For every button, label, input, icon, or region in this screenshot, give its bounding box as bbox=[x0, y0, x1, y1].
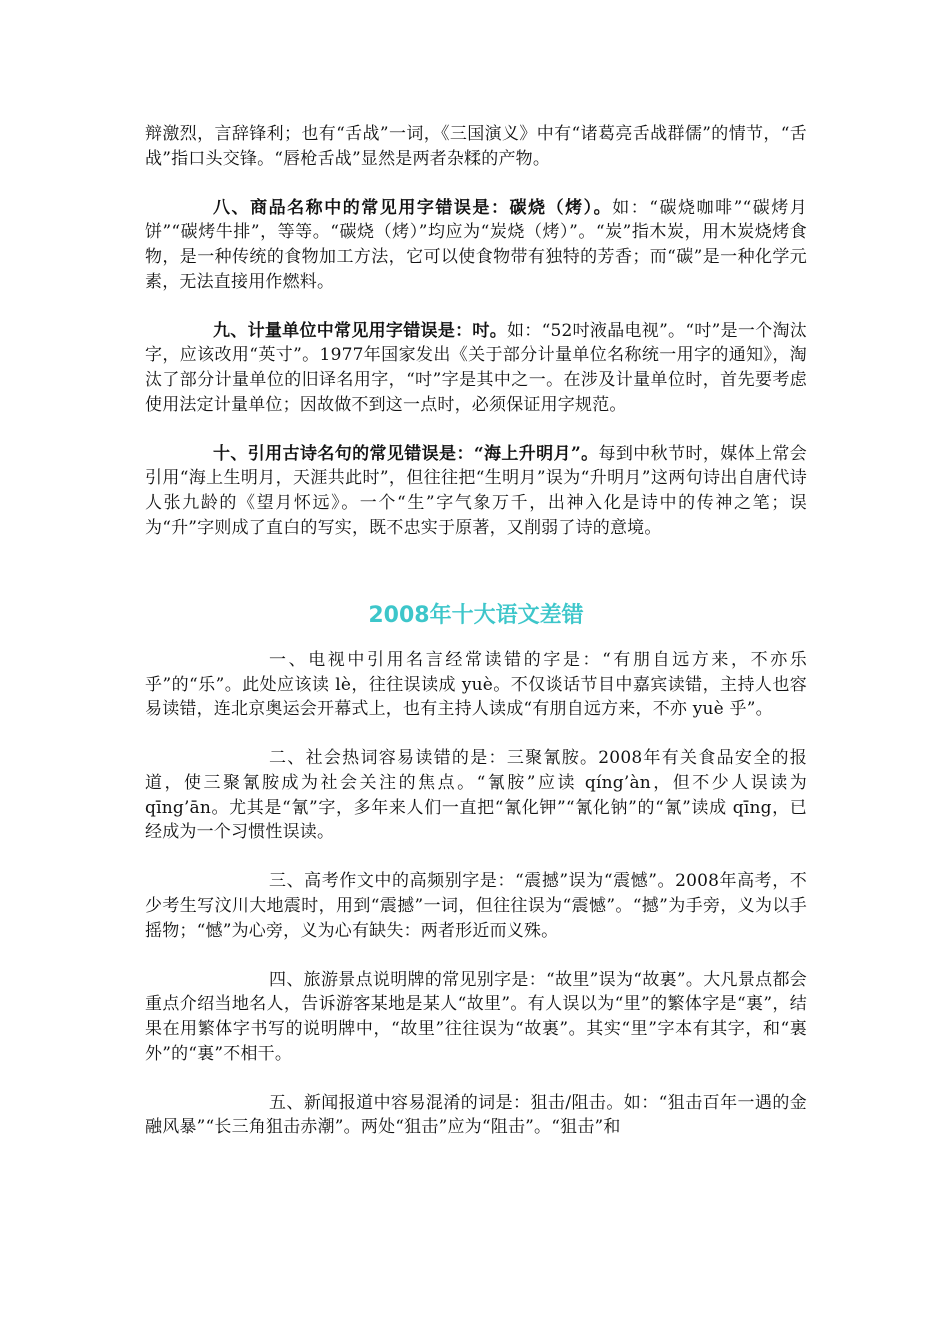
item-10-heading: 十、引用古诗名句的常见错误是：“海上升明月”。 bbox=[213, 443, 599, 464]
item-8-heading: 八、商品名称中的常见用字错误是：碳烧（烤）。 bbox=[213, 197, 613, 218]
item-10-body: 每到中秋节时，媒体上常会引用“海上生明月，天涯共此时”，但往往把“生明月”误为“升明月”这两句诗出自唐代诗人张九龄的《望月怀远》。一个“生”字气象万千，出神入化是诗中的传神之笔；误为“升”字则成了直白的写实，既不忠实于原著，又削弱了诗的意境。 bbox=[145, 443, 807, 538]
paragraph-2008-item-5: 五、新闻报道中容易混淆的词是：狙击/阻击。如：“狙击百年一遇的金融风暴”“长三角狙击赤潮”。两处“狙击”应为“阻击”。“狙击”和 bbox=[145, 1092, 807, 1138]
paragraph-continued: 辩激烈，言辞锋利；也有“舌战”一词，《三国演义》中有“诸葛亮舌战群儒”的情节，“舌战”指口头交锋。“唇枪舌战”显然是两者杂糅的产物。 bbox=[145, 124, 807, 169]
item-9-body: 如：“52吋液晶电视”。“吋”是一个淘汰字，应该改用“英寸”。1977年国家发出《关于部分计量单位名称统一用字的通知》，淘汰了部分计量单位的旧译名用字，“吋”字是其中之一。在涉及计量单位时，首先要考虑使用法定计量单位；因故做不到这一点时，必须保证用字规范。 bbox=[145, 320, 807, 415]
paragraph-item-9 bbox=[145, 319, 807, 417]
document-body bbox=[145, 122, 807, 1140]
paragraph-2008-item-3: 三、高考作文中的高频别字是：“震撼”误为“震憾”。2008年高考，不少考生写汶川大地震时，用到“震撼”一词，但往往误为“震憾”。“撼”为手旁，义为以手摇物；“憾”为心旁，义为心有缺失：两者形近而义殊。 bbox=[145, 871, 807, 941]
item-8-body: 如：“碳烧咖啡”“碳烤月饼”“碳烤牛排”，等等。“碳烧（烤）”均应为“炭烧（烤）”。“炭”指木炭，用木炭烧烤食物，是一种传统的食物加工方法，它可以使食物带有独特的芳香；而“碳”是一种化学元素，无法直接用作燃料。 bbox=[145, 197, 807, 292]
item-9-heading: 九、计量单位中常见用字错误是：吋。 bbox=[213, 320, 507, 341]
paragraph-item-8 bbox=[145, 196, 807, 294]
section-title: 2008年十大语文差错 bbox=[368, 603, 584, 629]
paragraph-2008-item-1: 一、电视中引用名言经常读错的字是：“有朋自远方来，不亦乐乎”的“乐”。此处应该读 lè，往往误读成 yuè。不仅谈话节目中嘉宾读错，主持人也容易读错，连北京奥运会开幕式上，也有主持人读成“有朋自远方来，不亦 yuè 乎”。 bbox=[145, 650, 807, 720]
paragraph-item-10 bbox=[145, 442, 807, 540]
paragraph-2008-item-2: 二、社会热词容易读错的是：三聚氰胺。2008年有关食品安全的报道，使三聚氰胺成为社会关注的焦点。“氰胺”应读 qíng’àn，但不少人误读为 qīng’ān。尤其是“氰”字，多年来人们一直把“氰化钾”“氰化钠”的“氰”读成 qīng，已经成为一个习惯性误读。 bbox=[145, 748, 807, 843]
section-2008-list bbox=[145, 648, 807, 1140]
paragraph-2008-item-4: 四、旅游景点说明牌的常见别字是：“故里”误为“故裏”。大凡景点都会重点介绍当地名人，告诉游客某地是某人“故里”。有人误以为“里”的繁体字是“裏”，结果在用繁体字书写的说明牌中，“故里”往往误为“故裏”。其实“里”字本有其字，和“裏外”的“裏”不相干。 bbox=[145, 969, 807, 1064]
